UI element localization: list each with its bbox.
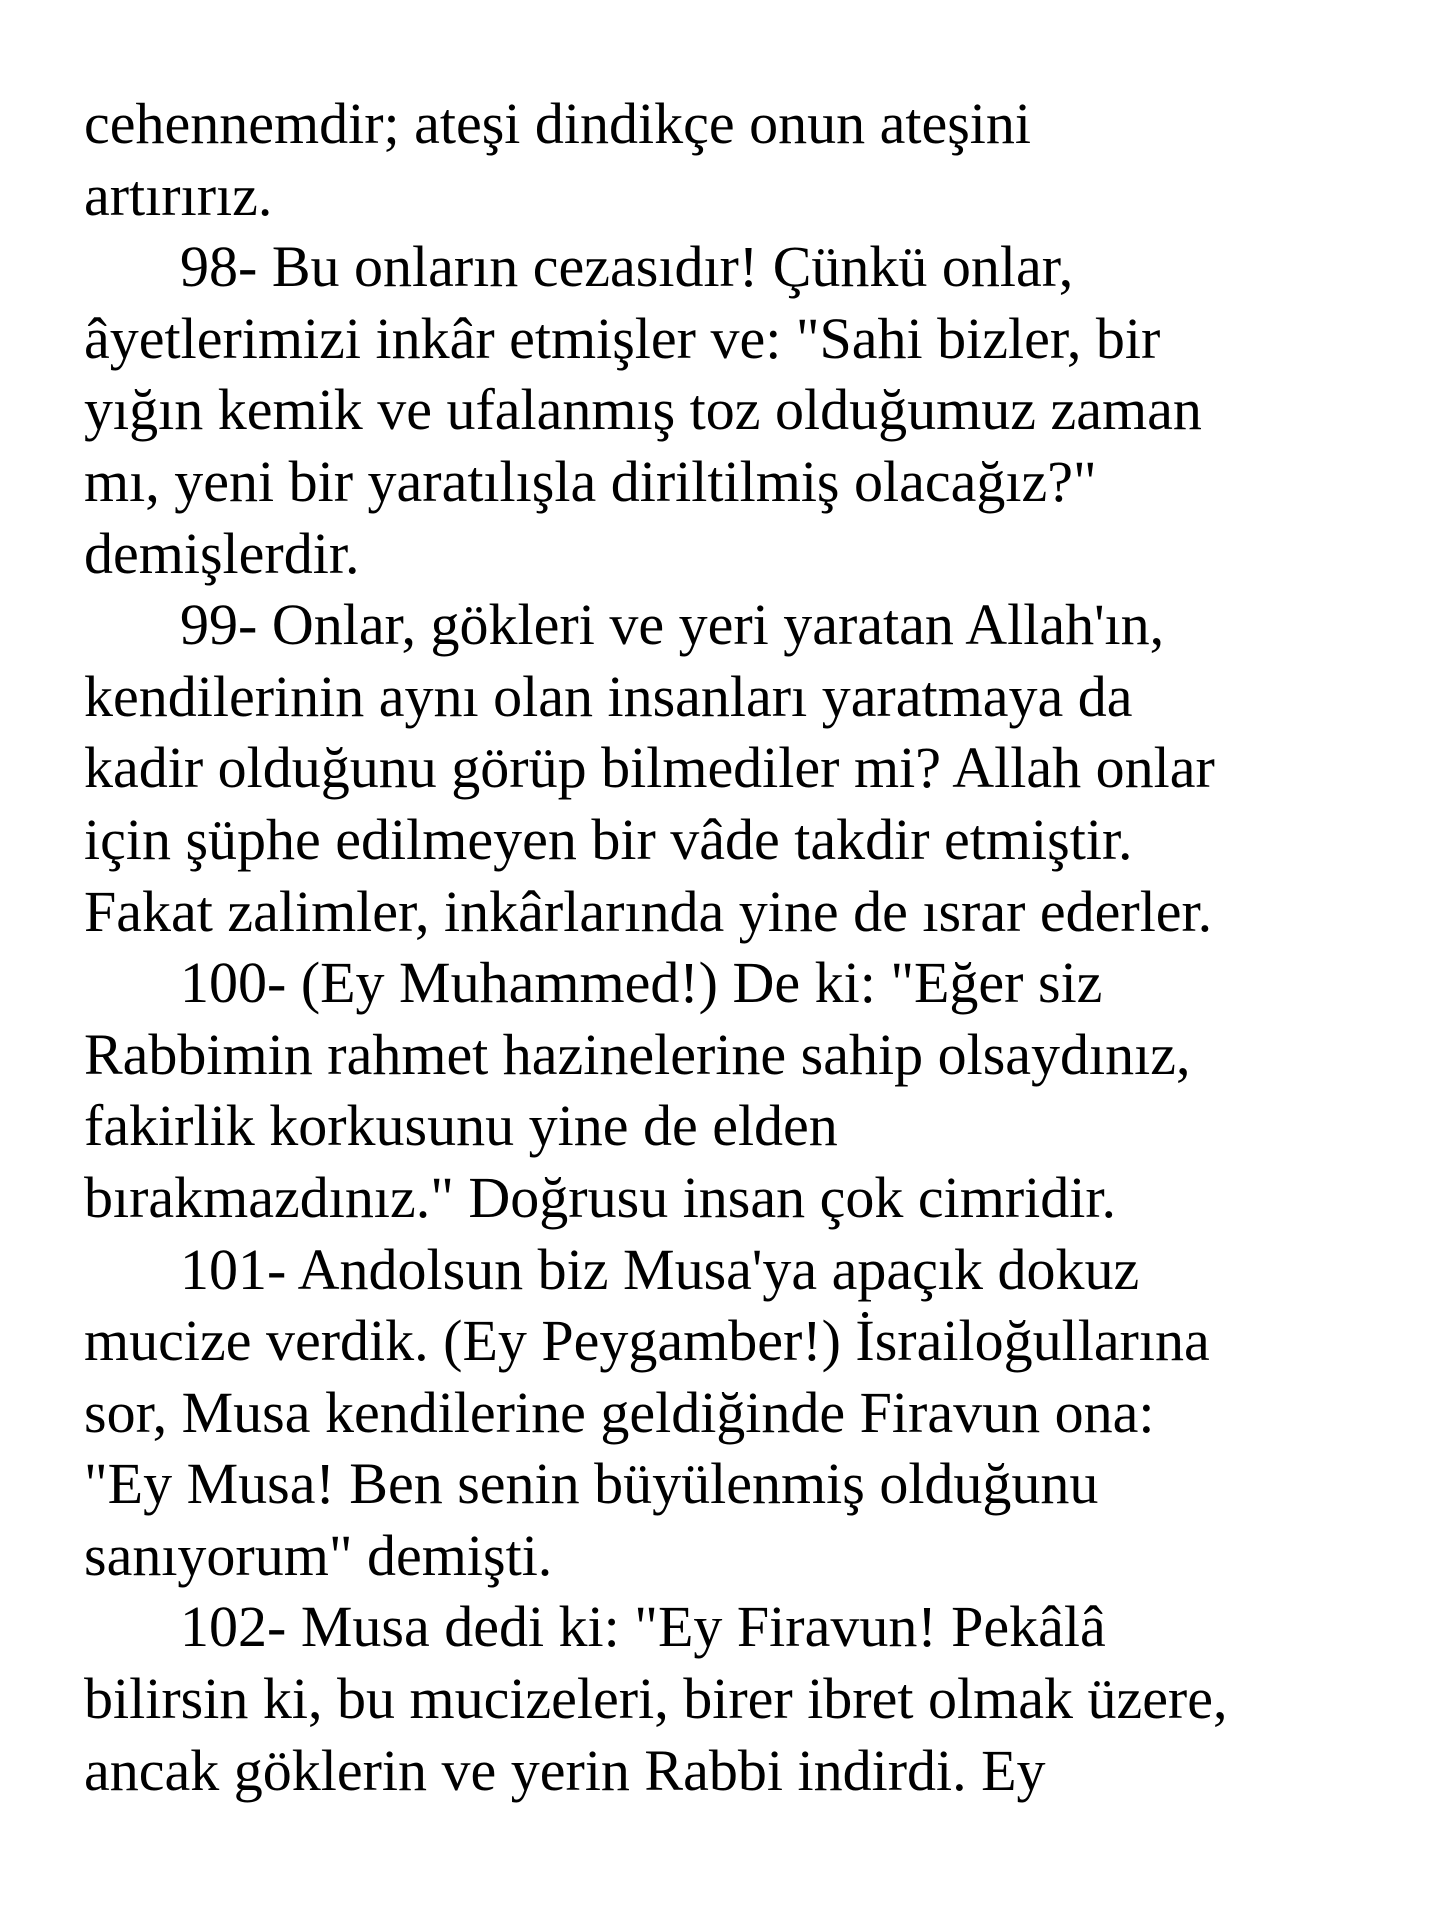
text-line: bilirsin ki, bu mucizeleri, birer ibret olmak üzere, (84, 1666, 1228, 1732)
text-line: mucize verdik. (Ey Peygamber!) İsrailoğullarına (84, 1308, 1210, 1374)
text-line: sor, Musa kendilerine geldiğinde Firavun ona: (84, 1379, 1155, 1445)
text-line: Fakat zalimler, inkârlarında yine de ısrar ederler. (84, 878, 1213, 944)
text-line: mı, yeni bir yaratılışla diriltilmiş olacağız?" (84, 448, 1097, 514)
text-line: bırakmazdınız." Doğrusu insan çok cimridir. (84, 1164, 1116, 1230)
text-line: fakirlik korkusunu yine de elden (84, 1093, 838, 1159)
text-line: sanıyorum" demişti. (84, 1522, 553, 1588)
text-line: 99- Onlar, gökleri ve yeri yaratan Allah'ın, (180, 592, 1165, 658)
text-line: "Ey Musa! Ben senin büyülenmiş olduğunu (84, 1451, 1099, 1517)
text-line: kadir olduğunu görüp bilmediler mi? Allah onlar (84, 735, 1215, 801)
text-line: artırırız. (84, 162, 273, 228)
text-line: 101- Andolsun biz Musa'ya apaçık dokuz (180, 1236, 1140, 1302)
text-line: 102- Musa dedi ki: "Ey Firavun! Pekâlâ (180, 1594, 1106, 1660)
text-line: için şüphe edilmeyen bir vâde takdir etmiştir. (84, 806, 1133, 872)
text-line: kendilerinin aynı olan insanları yaratmaya da (84, 663, 1133, 729)
text-line: Rabbimin rahmet hazinelerine sahip olsaydınız, (84, 1021, 1191, 1087)
text-line: âyetlerimizi inkâr etmişler ve: "Sahi bizler, bir (84, 305, 1161, 371)
text-line: yığın kemik ve ufalanmış toz olduğumuz zaman (84, 377, 1202, 443)
text-line: 100- (Ey Muhammed!) De ki: "Eğer siz (180, 950, 1103, 1016)
text-line: demişlerdir. (84, 520, 360, 586)
text-line: ancak göklerin ve yerin Rabbi indirdi. Ey (84, 1737, 1046, 1803)
text-line: 98- Bu onların cezasıdır! Çünkü onlar, (180, 234, 1074, 300)
body-text (84, 88, 1384, 1806)
text-line: cehennemdir; ateşi dindikçe onun ateşini (84, 91, 1032, 156)
